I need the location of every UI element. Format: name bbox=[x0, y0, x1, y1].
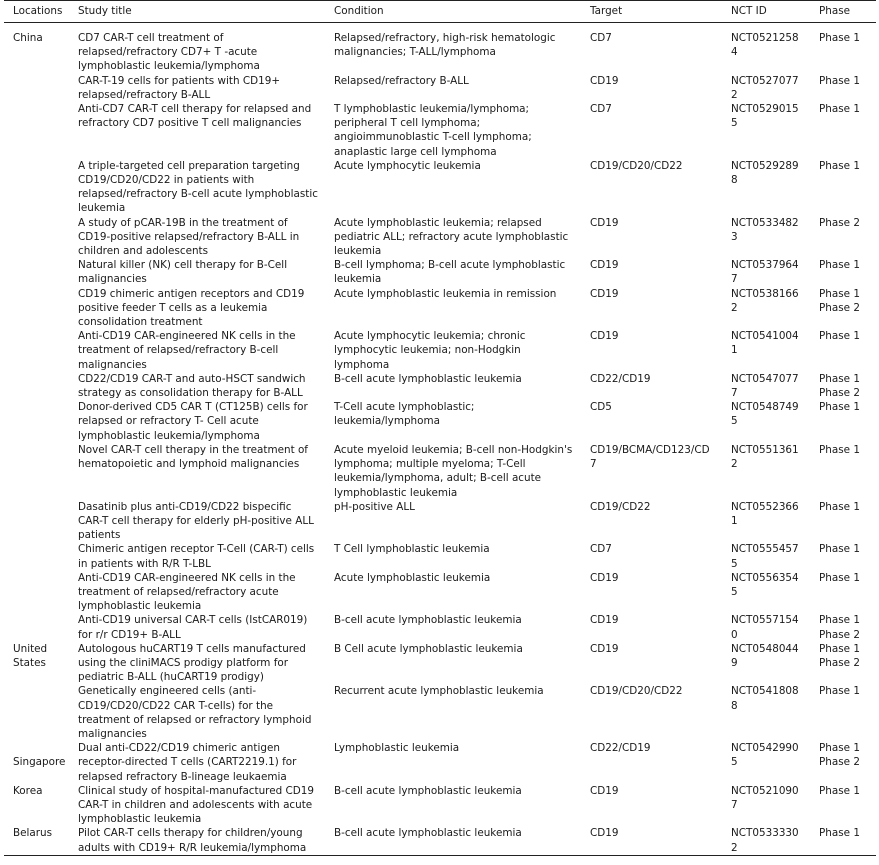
condition-cell: T lymphoblastic leukemia/lymphoma; peripheral T cell lymphoma; angioimmunoblastic T-cell lymphoma; anaplastic large cell lymphoma bbox=[334, 103, 532, 158]
study-title-cell: CD7 CAR-T cell treatment of relapsed/refractory CD7+ T -acute lymphoblastic leukemia/lymphoma bbox=[78, 32, 260, 73]
phase-cell: Phase 1 bbox=[819, 827, 860, 840]
condition-cell: Acute lymphoblastic leukemia bbox=[334, 571, 491, 584]
location-cell bbox=[4, 571, 68, 614]
table-header bbox=[4, 1, 876, 23]
nct-id-cell: NCT05487495 bbox=[731, 401, 799, 428]
condition-cell: B-cell acute lymphoblastic leukemia bbox=[334, 784, 522, 797]
condition-cell: Relapsed/refractory, high-risk hematologic malignancies; T-ALL/lymphoma bbox=[334, 32, 556, 59]
table-row bbox=[4, 642, 876, 685]
nct-id-cell: NCT05480449 bbox=[731, 642, 799, 669]
target-cell: CD19 bbox=[590, 784, 619, 797]
study-title-cell: Anti-CD19 CAR-engineered NK cells in the treatment of relapsed/refractory acute lymphoblastic leukemia bbox=[78, 571, 296, 613]
phase-cell: Phase 1 bbox=[819, 784, 860, 797]
table-row bbox=[4, 258, 876, 286]
study-title-cell: Novel CAR-T cell therapy in the treatment of hematopoietic and lymphoid malignancies bbox=[78, 443, 308, 471]
table-row bbox=[4, 741, 876, 784]
phase-cell: Phase 1 Phase 2 bbox=[819, 287, 860, 314]
table-row bbox=[4, 159, 876, 216]
nct-id-cell: NCT05210907 bbox=[731, 784, 799, 811]
table-row bbox=[4, 23, 876, 74]
phase-cell: Phase 1 bbox=[819, 543, 860, 556]
location-cell bbox=[4, 287, 68, 330]
location-cell: Korea bbox=[13, 784, 43, 797]
target-cell: CD19/CD20/CD22 bbox=[590, 685, 683, 698]
location-cell bbox=[4, 372, 68, 400]
condition-cell: Lymphoblastic leukemia bbox=[334, 742, 460, 755]
nct-id-cell: NCT05334823 bbox=[731, 216, 799, 243]
table-row bbox=[4, 400, 876, 443]
target-cell: CD19 bbox=[590, 571, 619, 584]
location-cell: Belarus bbox=[13, 827, 53, 840]
study-title-cell: Genetically engineered cells (anti-CD19/CD20/CD22 CAR T-cells) for the treatment of relapsed or refractory lymphoid malignancies bbox=[78, 685, 312, 740]
phase-cell: Phase 1 bbox=[819, 500, 860, 513]
location-cell: United States bbox=[13, 642, 48, 669]
phase-cell: Phase 1 Phase 2 bbox=[819, 372, 860, 400]
nct-id-cell: NCT05212584 bbox=[731, 32, 799, 59]
target-cell: CD19/CD20/CD22 bbox=[590, 159, 683, 172]
nct-id-cell: NCT05554575 bbox=[731, 543, 799, 570]
study-title-cell: Natural killer (NK) cell therapy for B-Cell malignancies bbox=[78, 259, 288, 286]
location-cell: Singapore bbox=[13, 756, 66, 769]
location-cell bbox=[4, 102, 68, 159]
header-locations: Locations bbox=[13, 5, 63, 18]
table-row bbox=[4, 443, 876, 500]
nct-id-cell: NCT05429905 bbox=[731, 742, 799, 769]
table-row bbox=[4, 74, 876, 102]
target-cell: CD22/CD19 bbox=[590, 372, 651, 385]
target-cell: CD19/CD22 bbox=[590, 500, 651, 513]
condition-cell: Acute myeloid leukemia; B-cell non-Hodgkin's lymphoma; multiple myeloma; T-Cell leukemia/lymphoma, adult; B-cell acute lymphoblastic leukemia bbox=[334, 443, 573, 499]
location-cell: China bbox=[13, 32, 43, 44]
table-row bbox=[4, 102, 876, 159]
study-title-cell: Dasatinib plus anti-CD19/CD22 bispecific CAR-T cell therapy for elderly pH-positive ALL patients bbox=[78, 500, 314, 542]
study-title-cell: Anti-CD19 CAR-engineered NK cells in the treatment of relapsed/refractory B-cell malignancies bbox=[78, 330, 296, 371]
condition-cell: Acute lymphocytic leukemia bbox=[334, 159, 481, 172]
location-cell bbox=[4, 329, 68, 372]
table-row bbox=[4, 287, 876, 330]
location-cell bbox=[4, 400, 68, 443]
location-cell bbox=[4, 216, 68, 259]
study-title-cell: Donor-derived CD5 CAR T (CT125B) cells for relapsed or refractory T- Cell acute lymphoblastic leukemia/lymphoma bbox=[78, 401, 308, 442]
target-cell: CD7 bbox=[590, 543, 612, 556]
table-row bbox=[4, 372, 876, 400]
table-row bbox=[4, 684, 876, 741]
table-row bbox=[4, 784, 876, 827]
target-cell: CD19 bbox=[590, 216, 619, 229]
location-cell bbox=[4, 258, 68, 286]
nct-id-cell: NCT05333302 bbox=[731, 827, 799, 854]
study-title-cell: Anti-CD7 CAR-T cell therapy for relapsed and refractory CD7 positive T cell malignancies bbox=[78, 103, 312, 130]
table-row bbox=[4, 542, 876, 570]
location-cell bbox=[4, 613, 68, 641]
condition-cell: T Cell lymphoblastic leukemia bbox=[334, 543, 490, 556]
condition-cell: Acute lymphoblastic leukemia; relapsed pediatric ALL; refractory acute lymphoblastic leukemia bbox=[334, 216, 569, 258]
study-title-cell: A study of pCAR-19B in the treatment of CD19-positive relapsed/refractory B-ALL in children and adolescents bbox=[78, 216, 300, 258]
nct-id-cell: NCT05571540 bbox=[731, 614, 799, 641]
study-title-cell: Pilot CAR-T cells therapy for children/young adults with CD19+ R/R leukemia/lymphoma bbox=[78, 827, 307, 854]
location-cell bbox=[4, 500, 68, 543]
phase-cell: Phase 1 bbox=[819, 74, 860, 87]
nct-id-cell: NCT05270772 bbox=[731, 74, 799, 101]
clinical-trials-table bbox=[4, 0, 876, 856]
phase-cell: Phase 1 Phase 2 bbox=[819, 614, 860, 641]
phase-cell: Phase 1 bbox=[819, 443, 860, 456]
target-cell: CD19 bbox=[590, 330, 619, 343]
phase-cell: Phase 1 bbox=[819, 32, 860, 44]
table-row bbox=[4, 216, 876, 259]
condition-cell: Relapsed/refractory B-ALL bbox=[334, 74, 469, 87]
header-target: Target bbox=[590, 5, 623, 18]
target-cell: CD19 bbox=[590, 287, 619, 300]
nct-id-cell: NCT05418088 bbox=[731, 685, 799, 712]
header-study-title: Study title bbox=[78, 5, 132, 18]
location-cell bbox=[4, 74, 68, 102]
table-row bbox=[4, 329, 876, 372]
nct-id-cell: NCT05523661 bbox=[731, 500, 799, 527]
table-body bbox=[4, 23, 876, 856]
study-title-cell: A triple-targeted cell preparation targeting CD19/CD20/CD22 in patients with relapsed/refractory B-cell acute lymphoblastic leukemia bbox=[78, 159, 318, 215]
study-title-cell: Anti-CD19 universal CAR-T cells (IstCAR019) for r/r CD19+ B-ALL bbox=[78, 614, 308, 641]
study-title-cell: Dual anti-CD22/CD19 chimeric antigen receptor-directed T cells (CART2219.1) for relapsed refractory B-lineage leukaemia bbox=[78, 742, 297, 783]
target-cell: CD7 bbox=[590, 103, 612, 116]
condition-cell: Recurrent acute lymphoblastic leukemia bbox=[334, 685, 544, 698]
target-cell: CD19 bbox=[590, 642, 619, 655]
study-title-cell: Chimeric antigen receptor T-Cell (CAR-T) cells in patients with R/R T-LBL bbox=[78, 543, 315, 570]
target-cell: CD19 bbox=[590, 259, 619, 272]
nct-id-cell: NCT05381662 bbox=[731, 287, 799, 314]
condition-cell: B-cell acute lymphoblastic leukemia bbox=[334, 827, 522, 840]
nct-id-cell: NCT05563545 bbox=[731, 571, 799, 598]
location-cell bbox=[4, 542, 68, 570]
target-cell: CD19 bbox=[590, 827, 619, 840]
location-cell bbox=[4, 684, 68, 741]
condition-cell: Acute lymphoblastic leukemia in remission bbox=[334, 287, 557, 300]
phase-cell: Phase 1 bbox=[819, 571, 860, 584]
location-cell bbox=[4, 443, 68, 500]
target-cell: CD5 bbox=[590, 401, 612, 414]
table-row bbox=[4, 571, 876, 614]
target-cell: CD22/CD19 bbox=[590, 742, 651, 755]
phase-cell: Phase 1 bbox=[819, 685, 860, 698]
condition-cell: Acute lymphocytic leukemia; chronic lymphocytic leukemia; non-Hodgkin lymphoma bbox=[334, 330, 526, 371]
header-condition: Condition bbox=[334, 5, 384, 18]
phase-cell: Phase 1 bbox=[819, 259, 860, 272]
target-cell: CD19/BCMA/CD123/CD7 bbox=[590, 443, 710, 471]
condition-cell: B Cell acute lymphoblastic leukemia bbox=[334, 642, 523, 655]
location-cell bbox=[4, 159, 68, 216]
phase-cell: Phase 1 bbox=[819, 159, 860, 172]
study-title-cell: CD19 chimeric antigen receptors and CD19 positive feeder T cells as a leukemia consolidation treatment bbox=[78, 287, 305, 329]
table-row bbox=[4, 613, 876, 641]
phase-cell: Phase 1 bbox=[819, 401, 860, 414]
study-title-cell: Autologous huCART19 T cells manufactured using the cliniMACS prodigy platform for pediatric B-ALL (huCART19 prodigy) bbox=[78, 642, 306, 684]
nct-id-cell: NCT05513612 bbox=[731, 443, 799, 471]
study-title-cell: CAR-T-19 cells for patients with CD19+ relapsed/refractory B-ALL bbox=[78, 74, 281, 101]
phase-cell: Phase 1 bbox=[819, 103, 860, 116]
condition-cell: B-cell acute lymphoblastic leukemia bbox=[334, 372, 522, 385]
nct-id-cell: NCT05379647 bbox=[731, 259, 799, 286]
target-cell: CD7 bbox=[590, 32, 612, 44]
study-title-cell: Clinical study of hospital-manufactured CD19 CAR-T in children and adolescents with acute lymphoblastic leukemia bbox=[78, 784, 314, 826]
study-title-cell: CD22/CD19 CAR-T and auto-HSCT sandwich strategy as consolidation therapy for B-ALL bbox=[78, 372, 306, 400]
phase-cell: Phase 1 Phase 2 bbox=[819, 742, 860, 769]
target-cell: CD19 bbox=[590, 74, 619, 87]
nct-id-cell: NCT05290155 bbox=[731, 103, 799, 130]
phase-cell: Phase 2 bbox=[819, 216, 860, 229]
table-row bbox=[4, 500, 876, 543]
nct-id-cell: NCT05292898 bbox=[731, 159, 799, 187]
header-row bbox=[4, 1, 876, 23]
condition-cell: B-cell acute lymphoblastic leukemia bbox=[334, 614, 522, 627]
phase-cell: Phase 1 Phase 2 bbox=[819, 642, 860, 669]
nct-id-cell: NCT05470777 bbox=[731, 372, 799, 400]
condition-cell: B-cell lymphoma; B-cell acute lymphoblastic leukemia bbox=[334, 259, 566, 286]
phase-cell: Phase 1 bbox=[819, 330, 860, 343]
header-nct-id: NCT ID bbox=[731, 5, 767, 18]
condition-cell: pH-positive ALL bbox=[334, 500, 415, 513]
condition-cell: T-Cell acute lymphoblastic; leukemia/lymphoma bbox=[334, 401, 475, 428]
nct-id-cell: NCT05410041 bbox=[731, 330, 799, 357]
header-phase: Phase bbox=[819, 5, 851, 18]
table-row bbox=[4, 826, 876, 855]
target-cell: CD19 bbox=[590, 614, 619, 627]
